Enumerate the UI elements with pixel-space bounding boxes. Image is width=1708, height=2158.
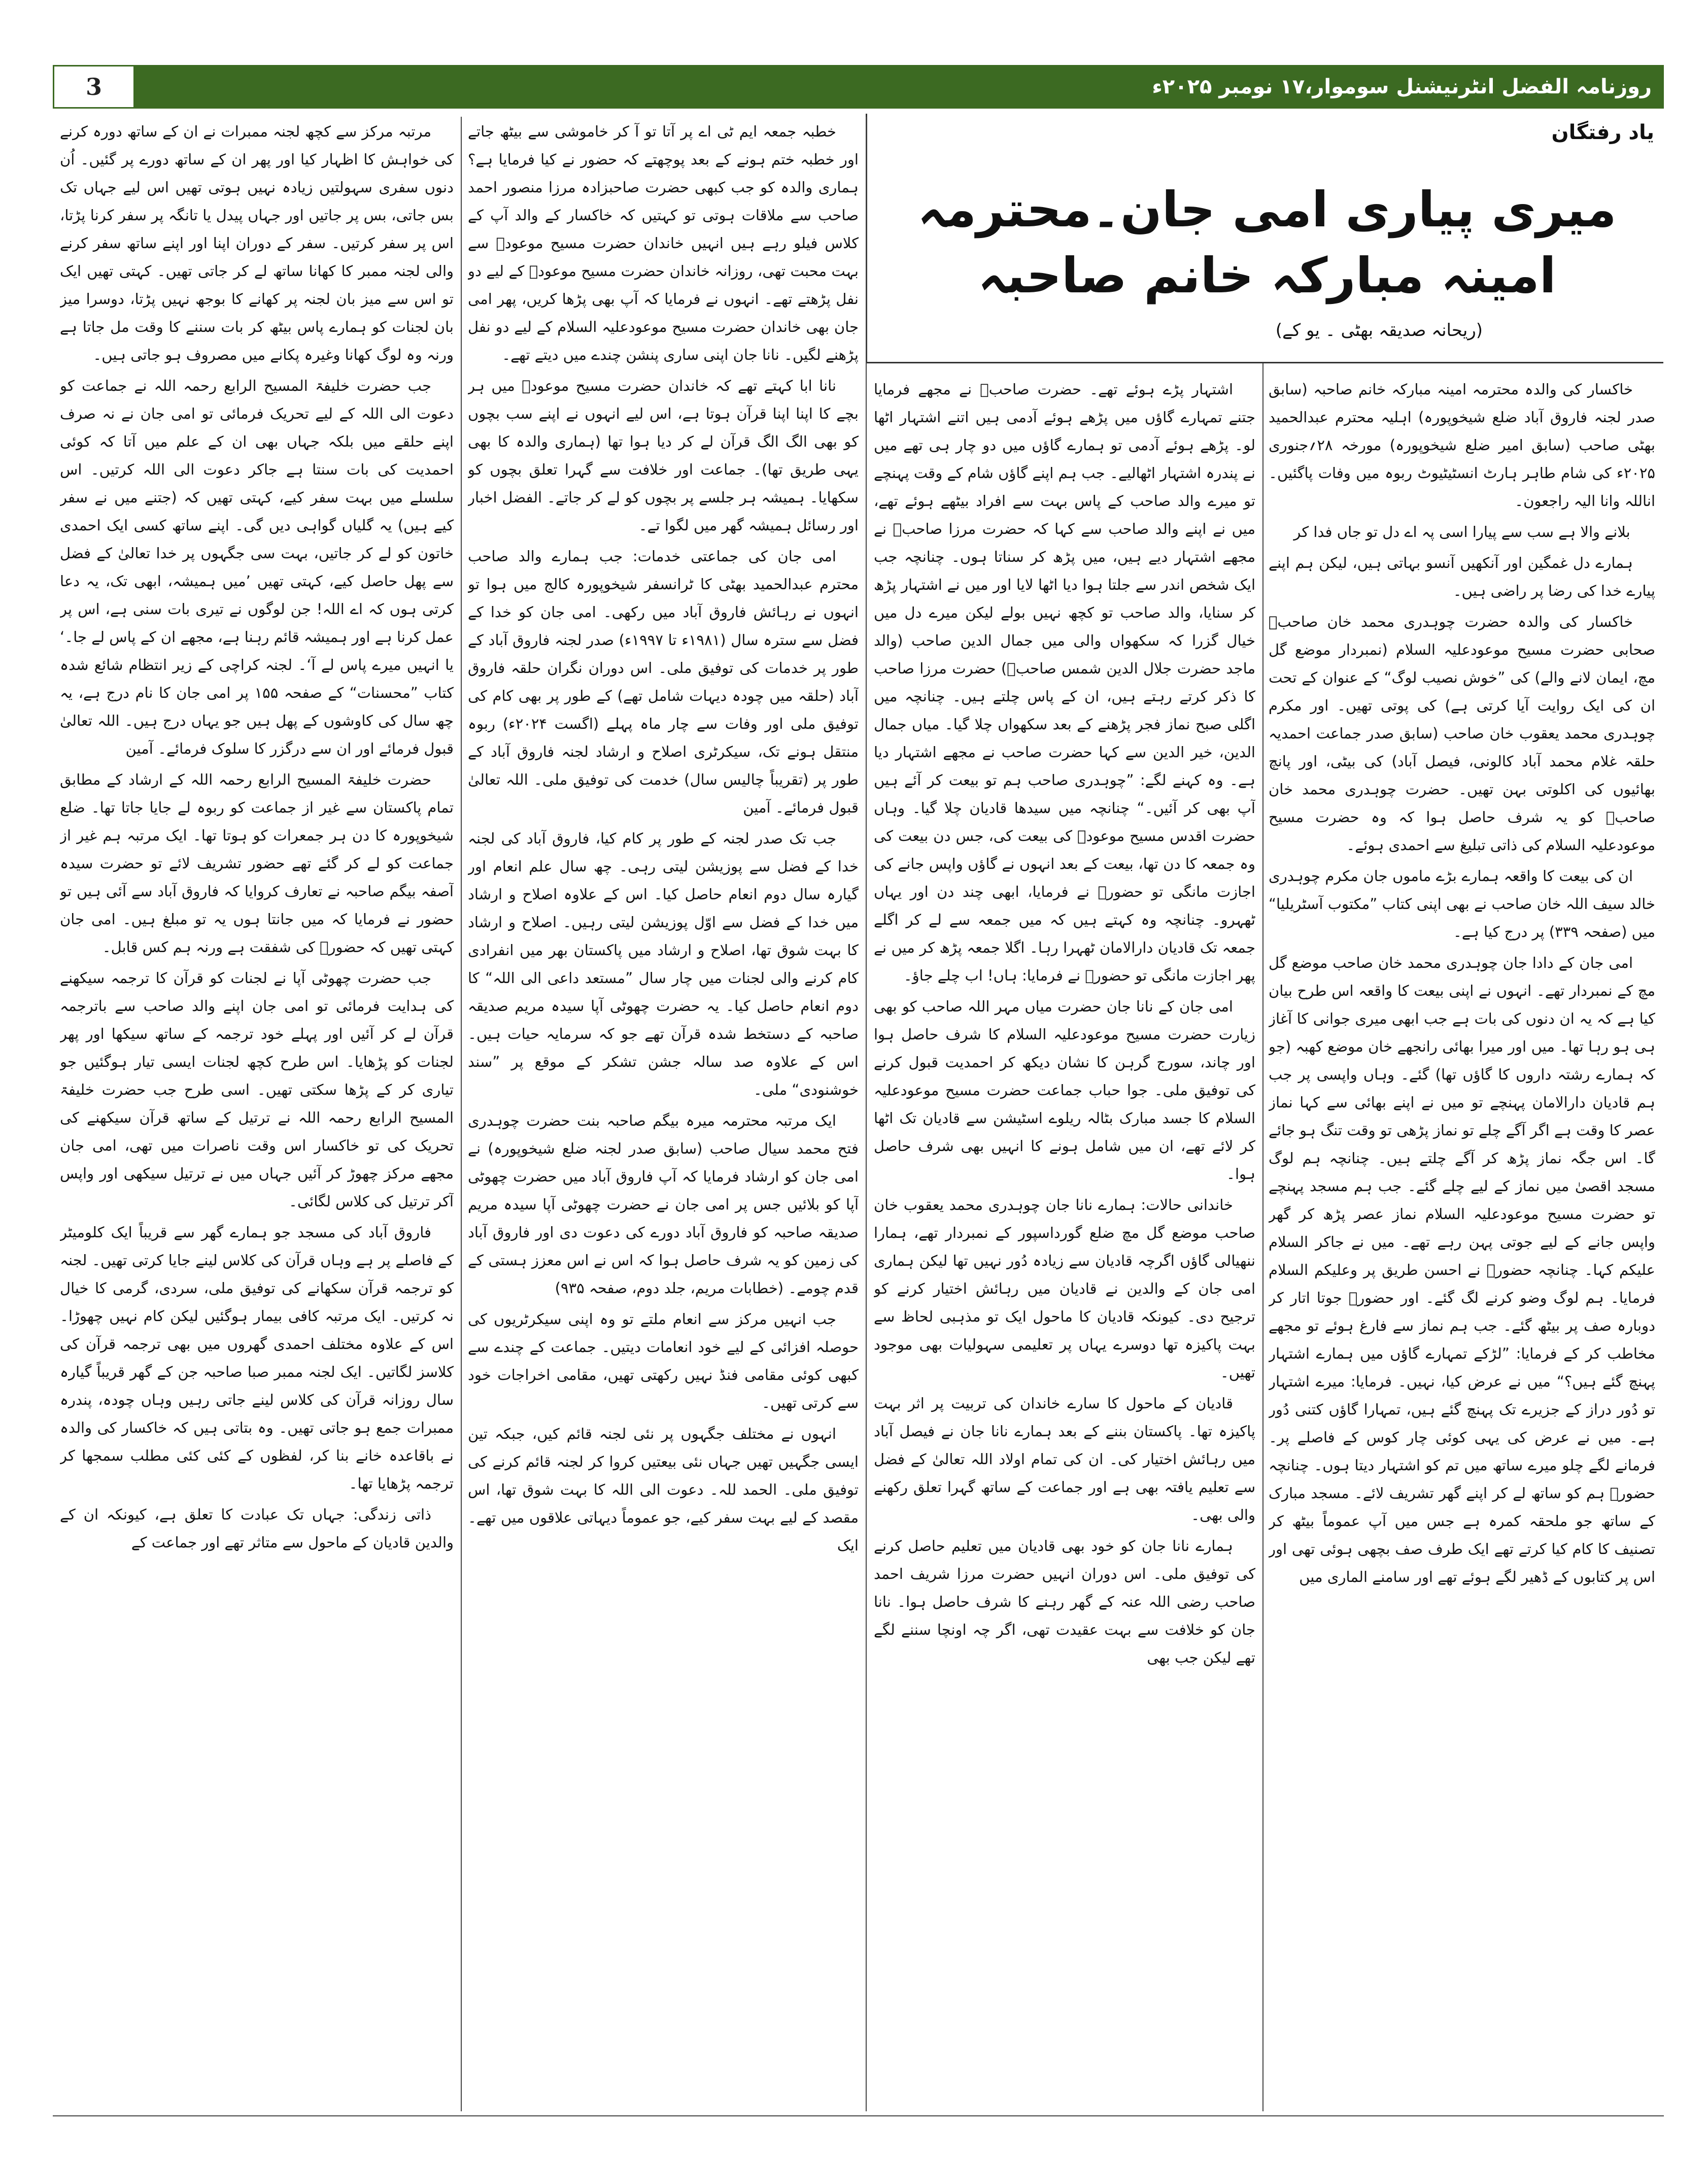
paragraph: جب تک صدر لجنہ کے طور پر کام کیا، فاروق آباد کی لجنہ خدا کے فضل سے پوزیشن لیتی رہی۔ چھ سال علم انعام اور گیارہ سال دوم انعام حاصل کیا۔ اس کے علاوہ اصلاح و ارشاد میں خدا کے فضل سے اوّل پوزیشن لیتی رہیں۔ اصلاح و ارشاد کا بہت شوق تھا، اصلاح و ارشاد میں پاکستان بھر میں انفرادی کام کرنے والی لجنات میں چار سال ”مستعد داعی الی اللہ“ کا دوم انعام حاصل کیا۔ یہ حضرت چھوٹی آپا سیدہ مریم صدیقہ صاحبہ کے دستخط شدہ قرآن تھے جو کہ سرمایہ حیات ہیں۔ اس کے علاوہ صد سالہ جشن تشکر کے موقع پر ”سند خوشنودی“ ملی۔	[468, 830, 859, 1098]
section-label: یاد رفتگان	[1551, 121, 1654, 144]
column-divider	[866, 117, 867, 2111]
paragraph: خاکسار کی والدہ محترمہ امینہ مبارکہ خانم صاحبہ (سابق صدر لجنہ فاروق آباد ضلع شیخوپورہ) اہلیہ محترم عبدالحمید بھٹی صاحب (سابق امیر ضلع شیخوپورہ) مورخہ ۲۸؍جنوری ۲۰۲۵ء کی شام طاہر ہارٹ انسٹیٹیوٹ ربوہ میں وفات پاگئیں۔ اناللہ وانا الیہ راجعون۔	[1269, 381, 1655, 510]
paragraph: امی جان کے دادا جان چوہدری محمد خان صاحب موضع گل مچ کے نمبردار تھے۔ انہوں نے اپنی بیعت کا واقعہ اس طرح بیان کیا ہے کہ یہ ان دنوں کی بات ہے جب ابھی میری جوانی کا آغاز ہی ہو رہا تھا۔ میں اور میرا بھائی رانجھے خان موضع کھبہ (جو کہ ہمارے رشتہ داروں کا گاؤں تھا) گئے۔ وہاں واپسی پر جب ہم قادیان دارالامان پہنچے تو میں نے اپنے بھائی سے کہا نماز عصر کا وقت ہے اگر آگے چلے تو نماز پڑھی تو وقت تنگ ہو جائے گا۔ اس جگہ نماز پڑھ کر آگے چلتے ہیں۔ چنانچہ ہم لوگ مسجد اقصیٰ میں نماز کے لیے چلے گئے۔ جب ہم مسجد پہنچے تو حضرت مسیح موعودعلیہ السلام نماز عصر پڑھ کر گھر واپس جانے کے لیے جوتی پہن رہے تھے۔ میں نے جاکر السلام علیکم کہا۔ چنانچہ حضورؑ نے احسن طریق پر وعلیکم السلام فرمایا۔ ہم لوگ وضو کرنے لگ گئے۔ اور حضورؑ جوتا اتار کر دوبارہ صف پر بیٹھ گئے۔ جب ہم نماز سے فارغ ہوئے تو مجھے مخاطب کر کے فرمایا: ”لڑکے تمہارے گاؤں میں ہمارے اشتہار پہنچ گئے ہیں؟“ میں نے عرض کیا، نہیں۔ فرمایا: میرے اشتہار تو دُور دراز کے جزیرے تک پہنچ گئے ہیں، تمہارا گاؤں کتنی دُور ہے۔ میں نے عرض کی یہی کوئی چار کوس کے فاصلے پر۔ فرمانے لگے چلو میرے ساتھ میں تم کو اشتہار دیتا ہوں۔ چنانچہ حضورؑ ہم کو ساتھ لے کر اپنے گھر تشریف لائے۔ مسجد مبارک کے ساتھ جو ملحقہ کمرہ ہے جس میں آپ عموماً بیٹھ کر تصنیف کا کام کیا کرتے تھے ایک طرف صف بچھی ہوئی تھی اور اس پر کتابوں کے ڈھیر لگے ہوئے تھے اور سامنے الماری میں	[1269, 954, 1655, 1586]
paragraph: امی جان کے نانا جان حضرت میاں مہر اللہ صاحب کو بھی زیارت حضرت مسیح موعودعلیہ السلام کا شرف حاصل ہوا اور چاند، سورج گرہن کا نشان دیکھ کر احمدیت قبول کرنے کی توفیق ملی۔ جوا حباب جماعت حضرت مسیح موعودعلیہ السلام کا جسد مبارک بٹالہ ریلوے اسٹیشن سے قادیان تک اٹھا کر لائے تھے، ان میں شامل ہونے کا انہیں بھی شرف حاصل ہوا۔	[874, 998, 1255, 1183]
paragraph: جب حضرت چھوٹی آپا نے لجنات کو قرآن کا ترجمہ سیکھنے کی ہدایت فرمائی تو امی جان اپنے والد صاحب سے باترجمہ قرآن لے کر آئیں اور پہلے خود ترجمہ کے ساتھ سیکھا اور پھر لجنات کو پڑھایا۔ اس طرح کچھ لجنات ایسی تیار ہوگئیں جو تیاری کر کے پڑھا سکتی تھیں۔ اسی طرح جب حضرت خلیفۃ المسیح الرابع رحمہ اللہ نے ترتیل کے ساتھ قرآن سیکھنے کی تحریک کی تو خاکسار اس وقت ناصرات میں تھی، امی جان مجھے مرکز چھوڑ کر آئیں جہاں میں نے ترتیل سیکھی اور واپس آکر ترتیل کی کلاس لگائی۔	[60, 969, 454, 1210]
paragraph: خطبہ جمعہ ایم ٹی اے پر آتا تو آ کر خاموشی سے بیٹھ جاتے اور خطبہ ختم ہونے کے بعد پوچھتے کہ حضور نے کیا فرمایا ہے؟ ہماری والدہ کو جب کبھی حضرت صاحبزادہ مرزا منصور احمد صاحب سے ملاقات ہوتی تو کہتیں کہ خاکسار کے والد آپ کے کلاس فیلو رہے ہیں انہیں خاندان حضرت مسیح موعودؑ سے بہت محبت تھی، روزانہ خاندان حضرت مسیح موعودؑ کے لیے دو نفل پڑھتے تھے۔ انہوں نے فرمایا کہ آپ بھی پڑھا کریں، پھر امی جان بھی خاندان حضرت مسیح موعودعلیہ السلام کے لیے دو نفل پڑھنے لگیں۔ نانا جان اپنی ساری پنشن چندے میں دیتے تھے۔	[468, 123, 859, 363]
page-number: 3	[53, 65, 135, 109]
article-column-1	[1269, 376, 1655, 2111]
paragraph: جب انہیں مرکز سے انعام ملتے تو وہ اپنی سیکرٹریوں کی حوصلہ افزائی کے لیے خود انعامات دیتیں۔ جماعت کے چندے سے کبھی کوئی مقامی فنڈ نہیں رکھتی تھیں، مقامی اخراجات خود سے کرتی تھیں۔	[468, 1310, 859, 1411]
section-services: امی جان کی جماعتی خدمات: جب ہمارے والد صاحب محترم عبدالحمید بھٹی کا ٹرانسفر شیخوپورہ کالج میں ہوا تو انہوں نے رہائش فاروق آباد میں رکھی۔ امی جان کو خدا کے فضل سے سترہ سال (۱۹۸۱ء تا ۱۹۹۷ء) صدر لجنہ فاروق آباد کے طور پر خدمات کی توفیق ملی۔ اس دوران نگران حلقہ فاروق آباد (حلقہ میں چودہ دیہات شامل تھے) کے طور پر بھی کام کی توفیق ملی اور وفات سے چار ماہ پہلے (اگست ۲۰۲۴ء) ربوہ منتقل ہونے تک، سیکرٹری اصلاح و ارشاد لجنہ فاروق آباد کے طور پر (تقریباً چالیس سال) خدمت کی توفیق ملی۔ اللہ تعالیٰ قبول فرمائے۔ آمین	[468, 548, 859, 816]
article-column-4	[60, 118, 454, 2111]
paragraph: مرتبہ مرکز سے کچھ لجنہ ممبرات نے ان کے ساتھ دورہ کرنے کی خواہش کا اظہار کیا اور پھر ان کے ساتھ دورے پر گئیں۔ اُن دنوں سفری سہولتیں زیادہ نہیں ہوتی تھیں اس لیے جہاں تک بس جاتی، بس پر جاتیں اور جہاں پیدل یا تانگہ پر سفر کرنا پڑتا، اس پر سفر کرتیں۔ سفر کے دوران اپنا اور اپنے ساتھ سفر کرنے والی لجنہ ممبر کا کھانا ساتھ لے کر جاتی تھیں۔ کہتی تھیں ایک تو اس سے میز بان لجنہ پر کھانے کا بوجھ نہیں پڑتا، دوسرا میز بان لجنات کو ہمارے پاس بیٹھ کر بات سننے کا وقت مل جاتا ہے ورنہ وہ لوگ کھانا وغیرہ پکانے میں مصروف ہو جاتی ہیں۔	[60, 123, 454, 363]
paragraph: فاروق آباد کی مسجد جو ہمارے گھر سے قریباً ایک کلومیٹر کے فاصلے پر ہے وہاں قرآن کی کلاس لینے جایا کرتی تھیں۔ لجنہ کو ترجمہ قرآن سکھانے کی توفیق ملی، سردی، گرمی کا خیال نہ کرتیں۔ ایک مرتبہ کافی بیمار ہوگئیں لیکن کام نہیں چھوڑا۔ اس کے علاوہ مختلف احمدی گھروں میں بھی ترجمہ قرآن کی کلاسز لگاتیں۔ ایک لجنہ ممبر صبا صاحبہ جن کے گھر قریباً گیارہ سال روزانہ قرآن کی کلاس لینے جاتی رہیں وہاں چودہ، پندرہ ممبرات جمع ہو جاتی تھیں۔ وہ بتاتی ہیں کہ خاکسار کی والدہ نے باقاعدہ خانے بنا کر، لفظوں کے کئی کئی مطلب سمجھا کر ترجمہ پڑھایا تھا۔	[60, 1224, 454, 1492]
bottom-rule	[53, 2115, 1664, 2116]
paragraph: انہوں نے مختلف جگہوں پر نئی لجنہ قائم کیں، جبکہ تین ایسی جگہیں تھیں جہاں نئی بیعتیں کروا کر لجنہ قائم کرنے کی توفیق ملی۔ الحمد للہ۔ دعوت الی اللہ کا بہت شوق تھا، اس مقصد کے لیے بہت سفر کیے، جو عموماً دیہاتی علاقوں میں تھے۔ ایک	[468, 1425, 859, 1554]
paragraph: نانا ابا کہتے تھے کہ خاندان حضرت مسیح موعودؑ میں ہر بچے کا اپنا اپنا قرآن ہوتا ہے، اس لیے انہوں نے اپنے سب بچوں کو بھی الگ الگ قرآن لے کر دیا ہوا تھا (ہماری والدہ کا بھی یہی طریق تھا)۔ جماعت اور خلافت سے گہرا تعلق بچوں کو سکھایا۔ ہمیشہ ہر جلسے پر بچوں کو لے کر جاتے۔ الفضل اخبار اور رسائل ہمیشہ گھر میں لگوا تے۔	[468, 377, 859, 534]
section-family: خاندانی حالات: ہمارے نانا جان چوہدری محمد یعقوب خان صاحب موضع گل مچ ضلع گورداسپور کے نمبردار تھے، ہمارا ننھیالی گاؤں اگرچہ قادیان سے زیادہ دُور نہیں تھا لیکن ہماری امی جان کے والدین نے قادیان میں رہائش اختیار کرنے کو ترجیح دی۔ کیونکہ قادیان کا ماحول ایک تو مذہبی لحاظ سے بہت پاکیزہ تھا دوسرے یہاں پر تعلیمی سہولیات بھی موجود تھیں۔	[874, 1196, 1255, 1381]
verse: بلانے والا ہے سب سے پیارا اسی پہ اے دل تو جاں فدا کر	[1293, 523, 1630, 541]
paragraph: اشتہار پڑے ہوئے تھے۔ حضرت صاحبؑ نے مجھے فرمایا جتنے تمہارے گاؤں میں پڑھے ہوئے آدمی ہیں اتنے اشتہار اٹھا لو۔ پڑھے ہوئے آدمی تو ہمارے گاؤں میں دو چار ہی تھے میں نے پندرہ اشتہار اٹھالیے۔ جب ہم اپنے گاؤں شام کے وقت پہنچے تو میرے والد صاحب کے پاس بہت سے افراد بیٹھے ہوئے تھے، میں نے اپنے والد صاحب سے کہا کہ حضرت مرزا صاحبؑ نے مجھے اشتہار دیے ہیں، میں پڑھ کر سناتا ہوں۔ چنانچہ جب ایک شخص اندر سے جلتا ہوا دیا اٹھا لایا اور میں نے اشتہار پڑھ کر سنایا، والد صاحب تو کچھ نہیں بولے لیکن میرے دل میں خیال گزرا کہ سکھواں والی میں جمال الدین صاحب (والد ماجد حضرت جلال الدین شمس صاحبؓ) حضرت مرزا صاحب کا ذکر کرتے رہتے ہیں، ان کے پاس چلتے ہیں۔ چنانچہ میں اگلی صبح نماز فجر پڑھنے کے بعد سکھواں چلا گیا۔ میاں جمال الدین، خیر الدین سے کہا حضرت صاحب نے مجھے اشتہار دیا ہے۔ وہ کہنے لگے: ”چوہدری صاحب ہم تو بیعت کر آئے ہیں آپ بھی کر آئیں۔“ چنانچہ میں سیدھا قادیان چلا گیا۔ وہاں حضرت اقدس مسیح موعودؑ کی بیعت کی، جس دن بیعت کی وہ جمعہ کا دن تھا، بیعت کے بعد انہوں نے گاؤں واپس جانے کی اجازت مانگی تو حضورؑ نے فرمایا، ابھی چند دن اور یہاں ٹھہرو۔ چنانچہ وہ کہتے ہیں کہ میں جمعہ سے لے کر اگلے جمعہ تک قادیان دارالامان ٹھہرا رہا۔ اگلا جمعہ پڑھ کر میں نے پھر اجازت مانگی تو حضورؑ نے فرمایا: ہاں! اب چلے جاؤ۔	[874, 381, 1255, 984]
column-divider	[1262, 363, 1263, 2111]
section-personal-life: ذاتی زندگی: جہاں تک عبادت کا تعلق ہے، کیونکہ ان کے والدین قادیان کے ماحول سے متاثر تھے اور جماعت کے	[60, 1506, 454, 1551]
publication-title: روزنامہ الفضل انٹرنیشنل سوموار،۱۷ نومبر ۲۰۲۵ء	[1152, 75, 1652, 98]
paragraph: ہمارے دل غمگین اور آنکھیں آنسو بہاتی ہیں، لیکن ہم اپنے پیارے خدا کی رضا پر راضی ہیں۔	[1269, 554, 1655, 599]
column-divider	[461, 117, 462, 2111]
paragraph: ان کی بیعت کا واقعہ ہمارے بڑے ماموں جان مکرم چوہدری خالد سیف اللہ خان صاحب نے بھی اپنی کتاب ”مکتوب آسٹریلیا“ میں (صفحہ ۳۳۹) پر درج کیا ہے۔	[1269, 867, 1655, 940]
paragraph: قادیان کے ماحول کا سارے خاندان کی تربیت پر اثر بہت پاکیزہ تھا۔ پاکستان بننے کے بعد ہمارے نانا جان نے فیصل آباد میں رہائش اختیار کی۔ ان کی تمام اولاد اللہ تعالیٰ کے فضل سے تعلیم یافتہ بھی ہے اور جماعت کے ساتھ گہرا تعلق رکھنے والی بھی۔	[874, 1395, 1255, 1524]
article-column-2	[874, 376, 1255, 2111]
paragraph: خاکسار کی والدہ حضرت چوہدری محمد خان صاحبؓ صحابی حضرت مسیح موعودعلیہ السلام (نمبردار موضع گل مچ، ایمان لانے والے) کی ”خوش نصیب لوگ“ کے عنوان کے تحت ان کی ایک روایت آیا کرتی ہے) کی پوتی تھیں۔ اور مکرم چوہدری محمد یعقوب خان صاحب (سابق صدر جماعت احمدیہ حلقہ غلام محمد آباد کالونی، فیصل آباد) کی بیٹی، اور پانچ بھائیوں کی اکلوتی بہن تھیں۔ حضرت چوہدری محمد خان صاحبؓ کو یہ شرف حاصل ہوا کہ وہ حضرت مسیح موعودعلیہ السلام کی ذاتی تبلیغ سے احمدی ہوئے۔	[1269, 613, 1655, 854]
byline: (ریحانہ صدیقہ بھٹی ۔ یو کے)	[1275, 320, 1483, 341]
paragraph: جب حضرت خلیفۃ المسیح الرابع رحمہ اللہ نے جماعت کو دعوت الی اللہ کے لیے تحریک فرمائی تو امی جان نے نہ صرف اپنے حلقے میں بلکہ جہاں بھی ان کے علم میں آتا کہ کوئی احمدیت کی بات سنتا ہے جاکر دعوت الی اللہ کرتیں۔ اس سلسلے میں بہت سفر کیے، کہتی تھیں کہ (جتنے میں نے سفر کیے ہیں) یہ گلیاں گواہی دیں گی۔ اپنے ساتھ کسی ایک احمدی خاتون کو لے کر جاتیں، بہت سی جگہوں پر خدا تعالیٰ کے فضل سے پھل حاصل کیے، کہتی تھیں ’میں ہمیشہ، ابھی تک، یہ دعا کرتی ہوں کہ اے اللہ! جن لوگوں نے تیری بات سنی ہے، اس پر عمل کرنا ہے اور ہمیشہ قائم رہنا ہے، مجھے ان کے پاس لے جا۔‘ یا انہیں میرے پاس لے آ‘۔ لجنہ کراچی کے زیر انتظام شائع شدہ کتاب ”محسنات“ کے صفحہ ۱۵۵ پر امی جان کا نام درج ہے، یہ چھ سال کی کاوشوں کے پھل ہیں جو یہاں درج ہیں۔ اللہ تعالیٰ قبول فرمائے اور ان سے درگزر کا سلوک فرمائے۔ آمین	[60, 377, 454, 757]
paragraph: ہمارے نانا جان کو خود بھی قادیان میں تعلیم حاصل کرنے کی توفیق ملی۔ اس دوران انہیں حضرت مرزا شریف احمد صاحب رضی اللہ عنہ کے گھر رہنے کا شرف حاصل ہوا۔ نانا جان کو خلافت سے بہت عقیدت تھی، اگر چہ اونچا سننے لگے تھے لیکن جب بھی	[874, 1537, 1255, 1666]
article-column-3	[468, 118, 859, 2111]
paragraph: ایک مرتبہ محترمہ میرہ بیگم صاحبہ بنت حضرت چوہدری فتح محمد سیال صاحب (سابق صدر لجنہ ضلع شیخوپورہ) نے امی جان کو ارشاد فرمایا کہ آپ فاروق آباد میں حضرت چھوٹی آپا کو بلائیں جس پر امی جان نے حضرت چھوٹی آپا سیدہ مریم صدیقہ صاحبہ کو فاروق آباد دورے کی دعوت دی اور فاروق آباد کی زمین کو یہ شرف حاصل ہوا کہ اس نے اس معزز ہستی کے قدم چومے۔ (خطابات مریم، جلد دوم، صفحہ ۹۳۵)	[468, 1112, 859, 1297]
paragraph: حضرت خلیفۃ المسیح الرابع رحمہ اللہ کے ارشاد کے مطابق تمام پاکستان سے غیر از جماعت کو ربوہ لے جایا جاتا تھا۔ ضلع شیخوپورہ کا دن ہر جمعرات کو ہوتا تھا۔ ایک مرتبہ ہم غیر از جماعت کو لے کر گئے تھے حضور تشریف لائے تو حضرت سیدہ آصفہ بیگم صاحبہ نے تعارف کروایا کہ فاروق آباد سے آئی ہیں تو حضور نے فرمایا کہ میں جانتا ہوں یہ تو مبلغ ہیں۔ امی جان کہتی تھیں کہ حضورؒ کی شفقت ہے ورنہ ہم کس قابل۔	[60, 771, 454, 956]
article-title: میری پیاری امی جان۔محترمہ امینہ مبارکہ خانم صاحبہ	[917, 181, 1617, 304]
